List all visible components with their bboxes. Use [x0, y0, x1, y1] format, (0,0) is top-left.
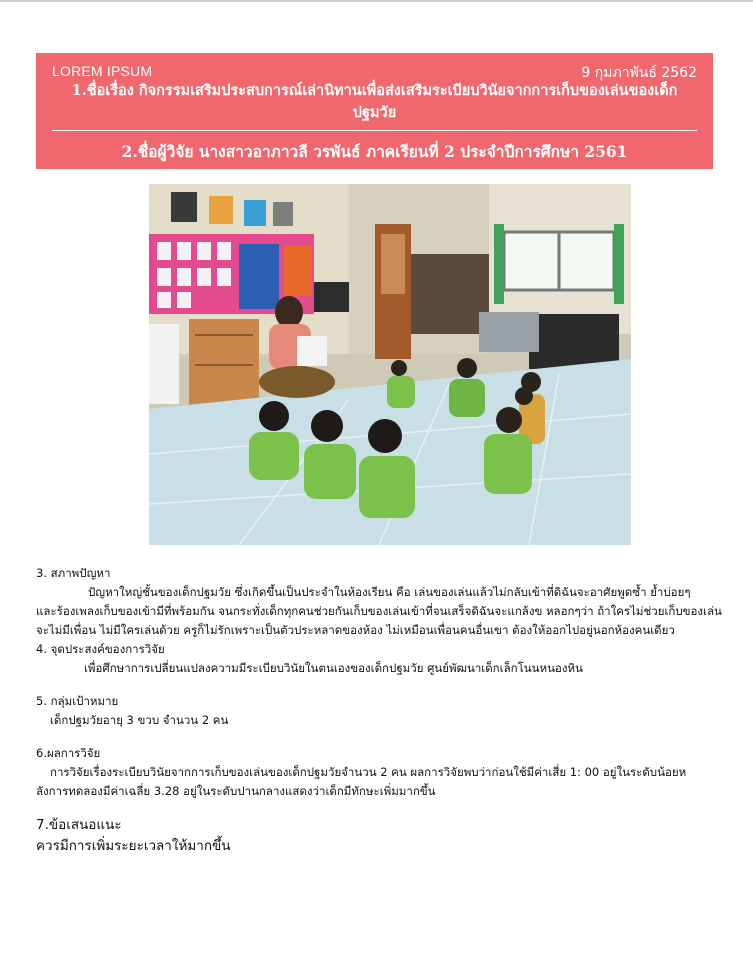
section-6-body-rest: ลังการทดลองมีค่าเฉลี่ย 3.28 อยู่ในระดับปานกลางแสดงว่าเด็กมีทักษะเพิ่มมากขึ้น: [36, 784, 436, 798]
section-4-heading: 4. จุดประสงค์ของการวิจัย: [36, 642, 165, 656]
section-7-heading: 7.ข้อเสนอแนะ: [36, 817, 122, 833]
section-6-heading: 6.ผลการวิจัย: [36, 746, 101, 760]
classroom-photo: [149, 184, 631, 545]
section-5-body: เด็กปฐมวัยอายุ 3 ขวบ จำนวน 2 คน: [50, 713, 229, 727]
section-4-body: เพื่อศึกษาการเปลี่ยนแปลงความมีระเบียบวินัยในตนเองของเด็กปฐมวัย ศูนย์พัฒนาเด็กเล็กโนนหนองหิน: [84, 661, 583, 675]
research-title: 1.ชื่อเรื่อง กิจกรรมเสริมประสบการณ์เล่านิทานเพื่อส่งเสริมระเบียบวินัยจากการเก็บของเล่นของเด็กปฐมวัย: [71, 82, 678, 121]
section-3-body-first: ปัญหาใหญ่ชั้นของเด็กปฐมวัย ซึ่งเกิดขึ้นเป็นประจำในห้องเรียน คือ เล่นของเล่นแล้วไม่กลับเข้าที่ดิฉันจะอาศัยพูดซ้ำ ย้ำบ่อยๆ: [88, 585, 691, 599]
section-3-heading: 3. สภาพปัญหา: [36, 566, 111, 580]
header-banner: [36, 53, 713, 169]
date-label: 9 กุมภาพันธ์ 2562: [581, 65, 697, 81]
section-6-body-first: การวิจัยเรื่องระเบียบวินัยจากการเก็บของเล่นของเด็กปฐมวัยจำนวน 2 คน ผลการวิจัยพบว่าก่อนใช้มีค่าเสี่ย 1: 00 อยู่ในระดับน้อยห: [50, 765, 687, 779]
document-body: [36, 564, 736, 857]
top-border: [0, 0, 753, 2]
brand-label: LOREM IPSUM: [52, 63, 153, 79]
section-3-body-rest: และร้องเพลงเก็บของเข้ามีที่พร้อมกัน จนกระทั่งเด็กทุกคนช่วยกันเก็บของเล่นเข้าที่จนเสร็จดิฉันจะแกล้งข หลอกๆว่า ถ้าใครไม่ช่วยเก็บของเล่น จะไม่มีเพื่อน ไม่มีใครเล่นด้วย ครูก็ไม่รักเพราะเป็นตัวประหลาดของห้อง ไม่เหมือนเพื่อนคนอื่นเขา ต้องให้ออกไปอยู่นอกห้องคนเดียว: [36, 604, 722, 637]
banner-divider: [52, 130, 697, 131]
researcher-line: 2.ชื่อผู้วิจัย นางสาวอาภาวลี วรพันธ์ ภาคเรียนที่ 2 ประจำปีการศึกษา 2561: [121, 142, 628, 161]
section-7-body: ควรมีการเพิ่มระยะเวลาให้มากขึ้น: [36, 838, 231, 854]
section-5-heading: 5. กลุ่มเป้าหมาย: [36, 694, 119, 708]
